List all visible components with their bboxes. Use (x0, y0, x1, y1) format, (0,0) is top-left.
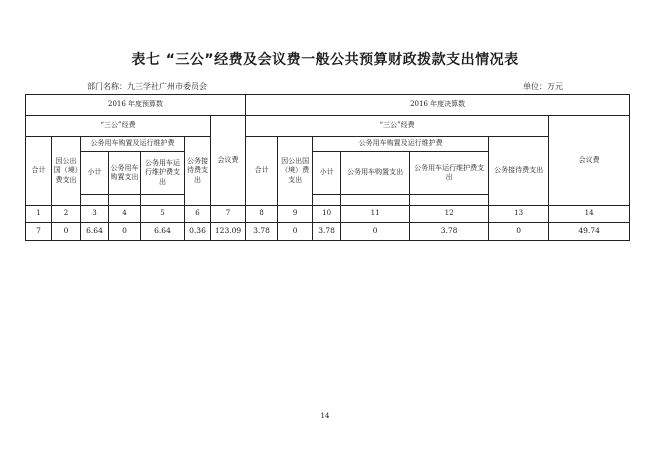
expenditure-table (25, 94, 630, 241)
final-car-operation-header: 公务用车运行维护费支出 (410, 152, 489, 195)
budget-subtotal-header: 小计 (81, 152, 109, 195)
column-index-row (26, 206, 630, 223)
final-car-header: 公务用车购置及运行维护费 (313, 137, 489, 152)
final-reception-header: 公务接待费支出 (489, 137, 549, 206)
value-cell: 3.78 (410, 223, 489, 241)
index-cell: 2 (52, 206, 81, 223)
value-cell: 123.09 (211, 223, 246, 241)
final-car-purchase-spacer (341, 195, 410, 206)
index-cell: 14 (549, 206, 630, 223)
index-cell: 9 (278, 206, 313, 223)
final-car-purchase-header: 公务用车购置支出 (341, 152, 410, 195)
budget-car-header: 公务用车购置及运行维护费 (81, 137, 185, 152)
budget-sangong-header: “三公”经费 (26, 116, 211, 137)
page-number: 14 (320, 412, 330, 420)
unit-label: 单位：万元 (523, 82, 563, 91)
budget-total-header: 合计 (26, 137, 52, 206)
department-label: 部门名称：九三学社广州市委员会 (87, 82, 207, 91)
value-cell: 0 (109, 223, 141, 241)
value-cell: 0.36 (185, 223, 211, 241)
index-cell: 5 (141, 206, 185, 223)
value-cell: 0 (278, 223, 313, 241)
final-subtotal-spacer (313, 195, 341, 206)
value-row (26, 223, 630, 241)
index-cell: 4 (109, 206, 141, 223)
value-cell: 0 (52, 223, 81, 241)
budget-subtotal-spacer (81, 195, 109, 206)
budget-abroad-header: 因公出国（境）费支出 (52, 137, 81, 206)
value-cell: 0 (341, 223, 410, 241)
index-cell: 3 (81, 206, 109, 223)
value-cell: 3.78 (246, 223, 278, 241)
value-cell: 3.78 (313, 223, 341, 241)
value-cell: 7 (26, 223, 52, 241)
budget-reception-header: 公务接待费支出 (185, 137, 211, 206)
index-cell: 7 (211, 206, 246, 223)
final-abroad-header: 因公出国（境）费支出 (278, 137, 313, 206)
value-cell: 0 (489, 223, 549, 241)
budget-car-purchase-header: 公务用车购置支出 (109, 152, 141, 195)
value-cell: 6.64 (81, 223, 109, 241)
final-car-operation-spacer (410, 195, 489, 206)
index-cell: 8 (246, 206, 278, 223)
index-cell: 6 (185, 206, 211, 223)
budget-car-operation-spacer (141, 195, 185, 206)
value-cell: 6.64 (141, 223, 185, 241)
final-sangong-header: “三公”经费 (246, 116, 549, 137)
index-cell: 10 (313, 206, 341, 223)
final-total-header: 合计 (246, 137, 278, 206)
budget-car-operation-header: 公务用车运行维护费支出 (141, 152, 185, 195)
value-cell: 49.74 (549, 223, 630, 241)
index-cell: 1 (26, 206, 52, 223)
index-cell: 11 (341, 206, 410, 223)
page-title: 表七 “三公”经费及会议费一般公共预算财政拨款支出情况表 (131, 52, 519, 68)
index-cell: 13 (489, 206, 549, 223)
budget-year-header: 2016 年度预算数 (26, 95, 246, 116)
budget-meeting-header: 会议费 (211, 116, 246, 206)
budget-car-purchase-spacer (109, 195, 141, 206)
final-year-header: 2016 年度决算数 (246, 95, 630, 116)
final-subtotal-header: 小计 (313, 152, 341, 195)
final-meeting-header: 会议费 (549, 116, 630, 206)
index-cell: 12 (410, 206, 489, 223)
